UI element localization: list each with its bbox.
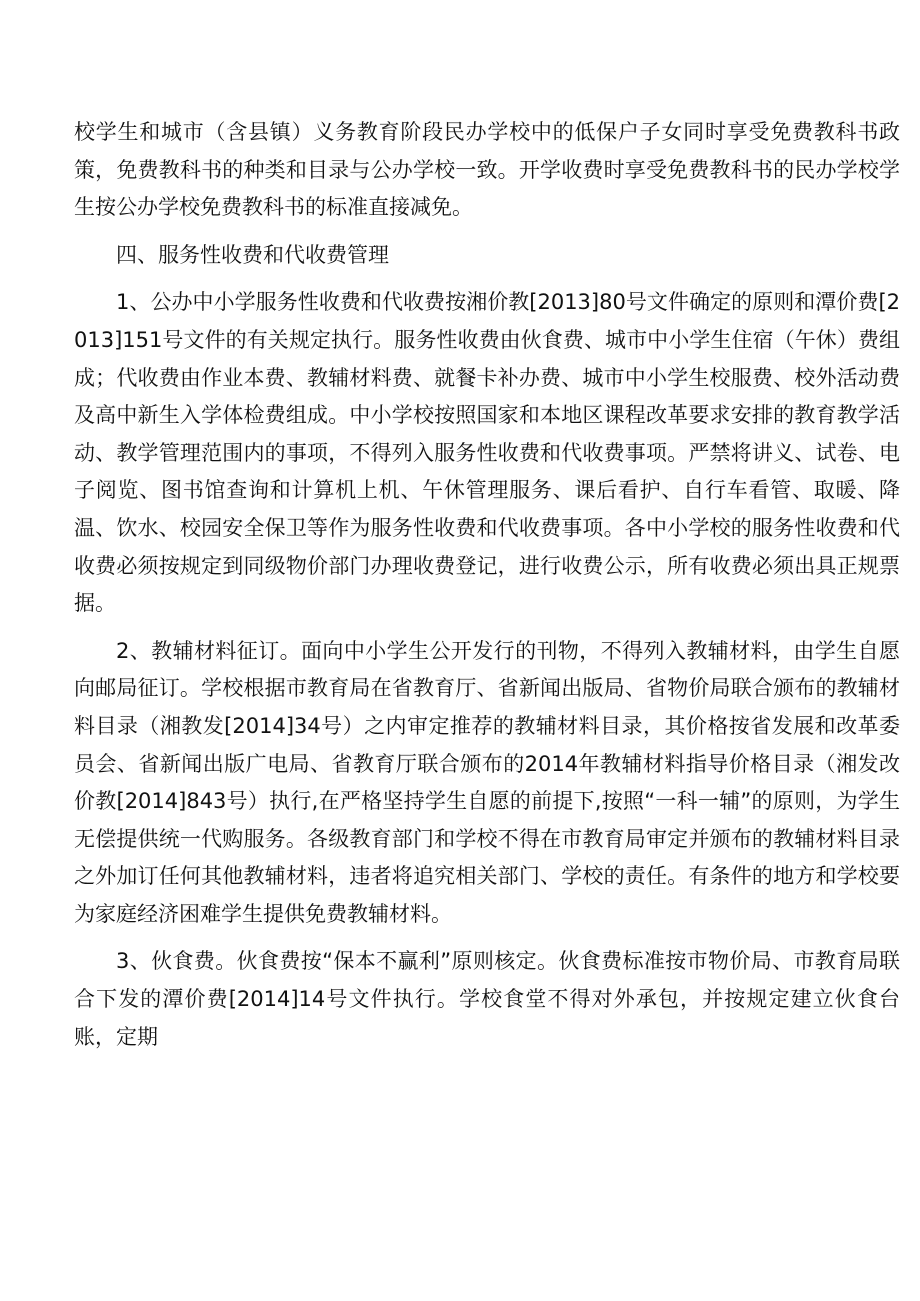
section-heading: 四、服务性收费和代收费管理 xyxy=(116,242,389,267)
document-page xyxy=(74,114,900,1056)
paragraph-item-1: 1、公办中小学服务性收费和代收费按湘价教[2013]80号文件确定的原则和潭价费[2013]151号文件的有关规定执行。服务性收费由伙食费、城市中小学生住宿（午休）费组成；代收费由作业本费、教辅材料费、就餐卡补办费、城市中小学生校服费、校外活动费及高中新生入学体检费组成。中小学校按照国家和本地区课程改革要求安排的教育教学活动、教学管理范围内的事项，不得列入服务性收费和代收费事项。严禁将讲义、试卷、电子阅览、图书馆查询和计算机上机、午休管理服务、课后看护、自行车看管、取暖、降温、饮水、校园安全保卫等作为服务性收费和代收费事项。各中小学校的服务性收费和代收费必须按规定到同级物价部门办理收费登记，进行收费公示，所有收费必须出具正规票据。 xyxy=(74,290,900,616)
paragraph-item-2: 2、教辅材料征订。面向中小学生公开发行的刊物，不得列入教辅材料，由学生自愿向邮局征订。学校根据市教育局在省教育厅、省新闻出版局、省物价局联合颁布的教辅材料目录（湘教发[2014]34号）之内审定推荐的教辅材料目录，其价格按省发展和改革委员会、省新闻出版广电局、省教育厅联合颁布的2014年教辅材料指导价格目录（湘发改价教[2014]843号）执行,在严格坚持学生自愿的前提下,按照“一科一辅”的原则，为学生无偿提供统一代购服务。各级教育部门和学校不得在市教育局审定并颁布的教辅材料目录之外加订任何其他教辅材料，违者将追究相关部门、学校的责任。有条件的地方和学校要为家庭经济困难学生提供免费教辅材料。 xyxy=(74,638,900,926)
paragraph-item-3: 3、伙食费。伙食费按“保本不赢利”原则核定。伙食费标准按市物价局、市教育局联合下发的潭价费[2014]14号文件执行。学校食堂不得对外承包，并按规定建立伙食台账，定期 xyxy=(74,949,900,1049)
paragraph-continuation: 校学生和城市（含县镇）义务教育阶段民办学校中的低保户子女同时享受免费教科书政策，免费教科书的种类和目录与公办学校一致。开学收费时享受免费教科书的民办学校学生按公办学校免费教科书的标准直接减免。 xyxy=(74,120,900,220)
